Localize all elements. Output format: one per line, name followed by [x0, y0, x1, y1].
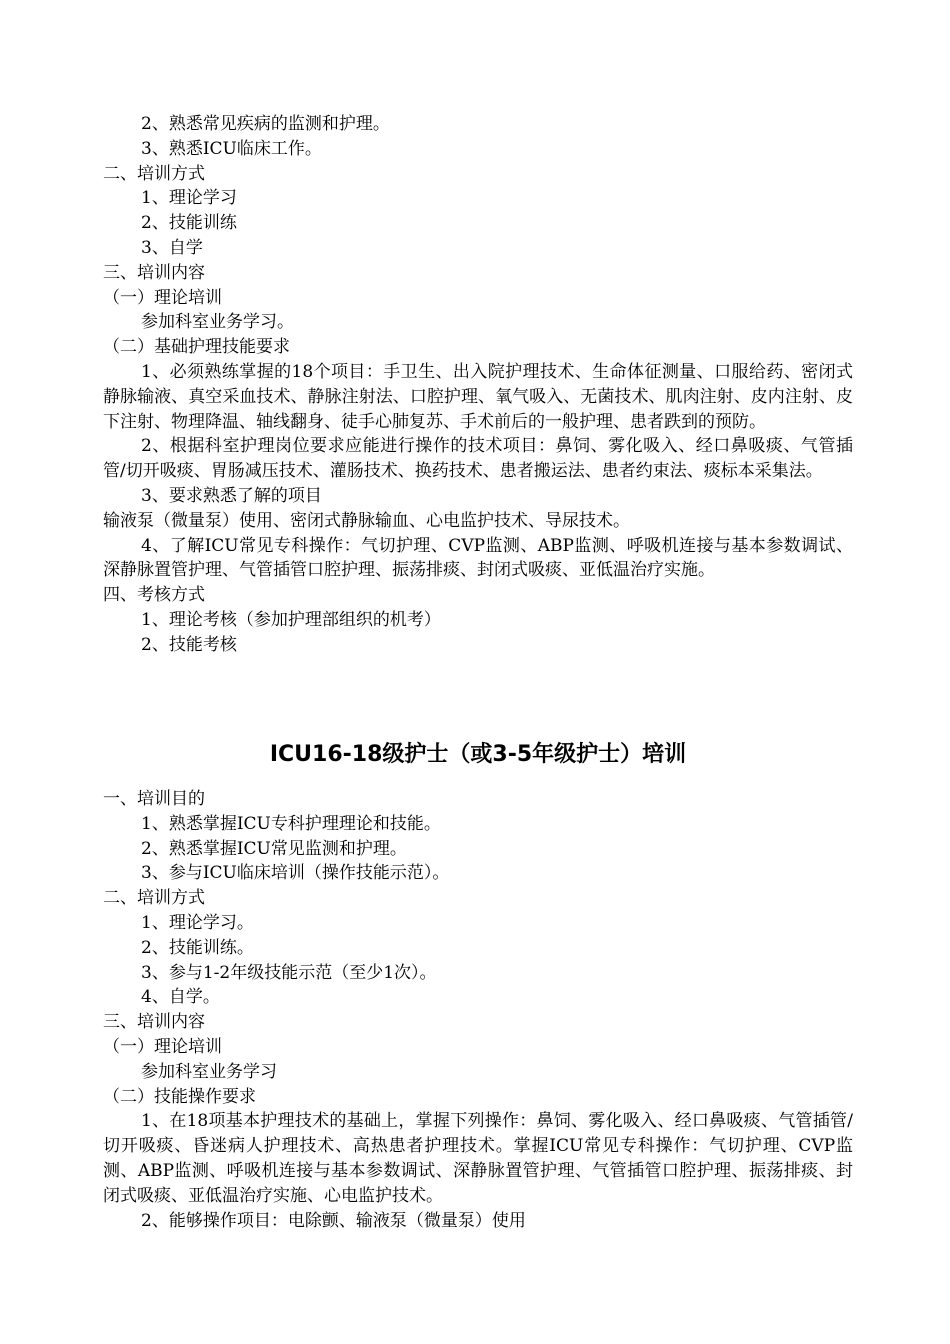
text-line: 3、参与ICU临床培训（操作技能示范）。	[141, 863, 450, 884]
paragraph-required-skills: 1、必须熟练掌握的18个项目：手卫生、出入院护理技术、生命体征测量、口服给药、密闭式静脉输液、真空采血技术、静脉注射法、口腔护理、氧气吸入、无菌技术、肌肉注射、皮内注射、皮下注射、物理降温、轴线翻身、徒手心肺复苏、手术前后的一般护理、患者跌到的预防。	[103, 361, 853, 432]
paragraph-post-skills: 2、根据科室护理岗位要求应能进行操作的技术项目：鼻饲、雾化吸入、经口鼻吸痰、气管插管/切开吸痰、胃肠减压技术、灌肠技术、换药技术、患者搬运法、患者约束法、痰标本采集法。	[103, 436, 853, 482]
text-line: 2、技能训练。	[141, 937, 254, 958]
text-line: （二）技能操作要求	[103, 1086, 256, 1107]
text-line: 4、自学。	[141, 987, 220, 1008]
paragraph-icu-operations: 4、了解ICU常见专科操作：气切护理、CVP监测、ABP监测、呼吸机连接与基本参数调试、深静脉置管护理、气管插管口腔护理、振荡排痰、封闭式吸痰、亚低温治疗实施。	[103, 535, 853, 581]
text-line: 三、培训内容	[103, 1012, 205, 1033]
item-skill-exam: 2、技能考核	[141, 634, 237, 655]
text-line: 2、熟悉掌握ICU常见监测和护理。	[141, 838, 407, 859]
outline-lines	[103, 787, 853, 1109]
item-familiar-items: 3、要求熟悉了解的项目	[141, 485, 322, 506]
heading-assessment: 四、考核方式	[103, 585, 205, 606]
text-line: （一）理论培训	[103, 1036, 222, 1057]
text-line: 参加科室业务学习	[141, 1061, 277, 1082]
text-line: （一）理论培训	[103, 287, 222, 308]
outline-lines	[103, 112, 853, 360]
text-line: 3、自学	[141, 237, 203, 258]
text-line: 参加科室业务学习。	[141, 312, 294, 333]
text-line: 三、培训内容	[103, 262, 205, 283]
text-line: 一、培训目的	[103, 789, 205, 809]
text-line: 3、参与1-2年级技能示范（至少1次）。	[141, 962, 437, 983]
item-theory-exam: 1、理论考核（参加护理部组织的机考）	[141, 609, 441, 630]
paragraph-skill-requirements: 1、在18项基本护理技术的基础上，掌握下列操作：鼻饲、雾化吸入、经口鼻吸痰、气管插管/切开吸痰、昏迷病人护理技术、高热患者护理技术。掌握ICU常见专科操作：气切护理、CVP监测、ABP监测、呼吸机连接与基本参数调试、深静脉置管护理、气管插管口腔护理、振荡排痰、封闭式吸痰、亚低温治疗实施、心电监护技术。	[103, 1111, 853, 1206]
section-previous-level	[103, 112, 853, 658]
text-line: （二）基础护理技能要求	[103, 337, 290, 358]
section-icu-16-18	[103, 787, 853, 1233]
item-operable-projects: 2、能够操作项目：电除颤、输液泵（微量泵）使用	[141, 1210, 526, 1231]
text-line: 2、熟悉常见疾病的监测和护理。	[141, 114, 390, 134]
text-line: 1、熟悉掌握ICU专科护理理论和技能。	[141, 813, 441, 834]
text-line: 1、理论学习	[141, 188, 237, 209]
text-line: 二、培训方式	[103, 163, 205, 184]
text-line: 1、理论学习。	[141, 912, 254, 933]
familiar-items-list: 输液泵（微量泵）使用、密闭式静脉输血、心电监护技术、导尿技术。	[103, 510, 630, 531]
text-line: 3、熟悉ICU临床工作。	[141, 138, 322, 159]
text-line: 2、技能训练	[141, 213, 237, 234]
section-title: ICU16-18级护士（或3-5年级护士）培训	[269, 742, 687, 767]
text-line: 二、培训方式	[103, 888, 205, 909]
